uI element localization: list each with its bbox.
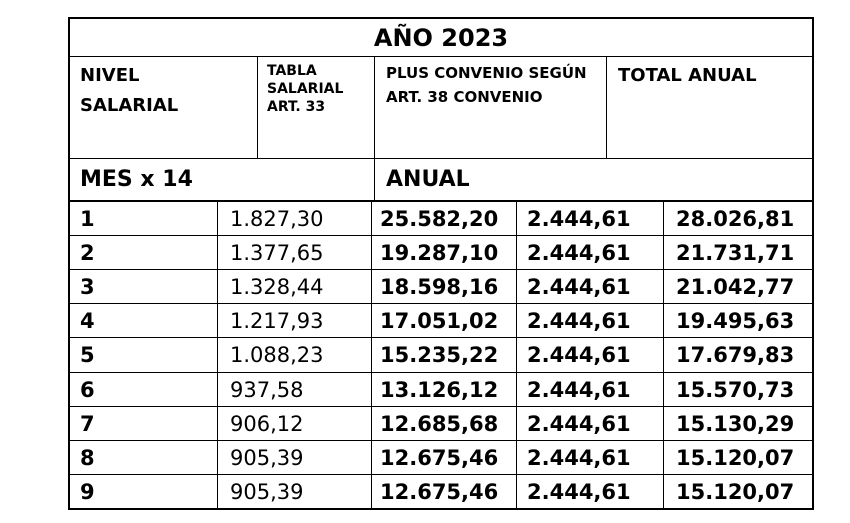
cell-anual: 13.126,12 (380, 378, 499, 402)
header-total: TOTAL ANUAL (618, 65, 757, 86)
cell-nivel: 6 (80, 378, 95, 402)
table-row (68, 373, 814, 406)
header-plus-line: ART. 38 CONVENIO (386, 88, 543, 106)
header-plus-line: PLUS CONVENIO SEGÚN (386, 64, 587, 82)
cell-total: 15.570,73 (676, 378, 795, 402)
cell-total: 28.026,81 (676, 207, 795, 231)
header-nivel-line: NIVEL (80, 65, 140, 86)
table-row (68, 304, 814, 337)
cell-plus: 2.444,61 (527, 241, 631, 265)
salary-table (68, 17, 814, 510)
cell-mes: 1.088,23 (230, 343, 324, 367)
table-row (68, 202, 814, 236)
cell-plus: 2.444,61 (527, 343, 631, 367)
table-row (68, 236, 814, 269)
cell-nivel: 7 (80, 412, 95, 436)
cell-total: 17.679,83 (676, 343, 795, 367)
header-tabla-line: ART. 33 (267, 99, 326, 115)
table-row (68, 338, 814, 372)
header-tabla-line: SALARIAL (267, 81, 344, 97)
cell-anual: 25.582,20 (380, 207, 499, 231)
table-row (68, 407, 814, 440)
rule-vertical-header (374, 56, 375, 202)
cell-total: 19.495,63 (676, 309, 795, 333)
cell-mes: 937,58 (230, 378, 304, 402)
cell-nivel: 2 (80, 241, 95, 265)
table-row (68, 441, 814, 474)
cell-anual: 17.051,02 (380, 309, 499, 333)
header-nivel (80, 61, 250, 121)
subheader-mes: MES x 14 (80, 167, 193, 192)
cell-mes: 1.827,30 (230, 207, 324, 231)
cell-plus: 2.444,61 (527, 207, 631, 231)
subheader-anual: ANUAL (386, 167, 470, 192)
table-title: AÑO 2023 (373, 24, 509, 52)
cell-anual: 19.287,10 (380, 241, 499, 265)
cell-plus: 2.444,61 (527, 446, 631, 470)
cell-plus: 2.444,61 (527, 480, 631, 504)
rule-title (68, 56, 814, 57)
cell-plus: 2.444,61 (527, 309, 631, 333)
cell-mes: 1.377,65 (230, 241, 324, 265)
cell-total: 21.731,71 (676, 241, 795, 265)
header-plus (386, 61, 604, 109)
table-row (68, 270, 814, 303)
cell-total: 15.120,07 (676, 480, 795, 504)
rule-vertical-header (257, 56, 258, 158)
cell-nivel: 9 (80, 480, 95, 504)
cell-mes: 906,12 (230, 412, 304, 436)
table-row (68, 475, 814, 508)
rule-vertical-header (606, 56, 607, 158)
cell-nivel: 8 (80, 446, 95, 470)
cell-anual: 15.235,22 (380, 343, 499, 367)
cell-plus: 2.444,61 (527, 412, 631, 436)
cell-total: 15.120,07 (676, 446, 795, 470)
cell-anual: 18.598,16 (380, 275, 499, 299)
cell-nivel: 5 (80, 343, 95, 367)
cell-anual: 12.685,68 (380, 412, 499, 436)
cell-nivel: 3 (80, 275, 95, 299)
cell-anual: 12.675,46 (380, 480, 499, 504)
header-tabla-line: TABLA (267, 63, 317, 79)
cell-total: 15.130,29 (676, 412, 795, 436)
cell-mes: 1.328,44 (230, 275, 324, 299)
header-nivel-line: SALARIAL (80, 95, 179, 116)
cell-mes: 905,39 (230, 480, 304, 504)
cell-nivel: 1 (80, 207, 95, 231)
cell-mes: 905,39 (230, 446, 304, 470)
cell-plus: 2.444,61 (527, 378, 631, 402)
cell-plus: 2.444,61 (527, 275, 631, 299)
cell-mes: 1.217,93 (230, 309, 324, 333)
header-tabla (267, 62, 372, 116)
cell-nivel: 4 (80, 309, 95, 333)
cell-anual: 12.675,46 (380, 446, 499, 470)
cell-total: 21.042,77 (676, 275, 795, 299)
